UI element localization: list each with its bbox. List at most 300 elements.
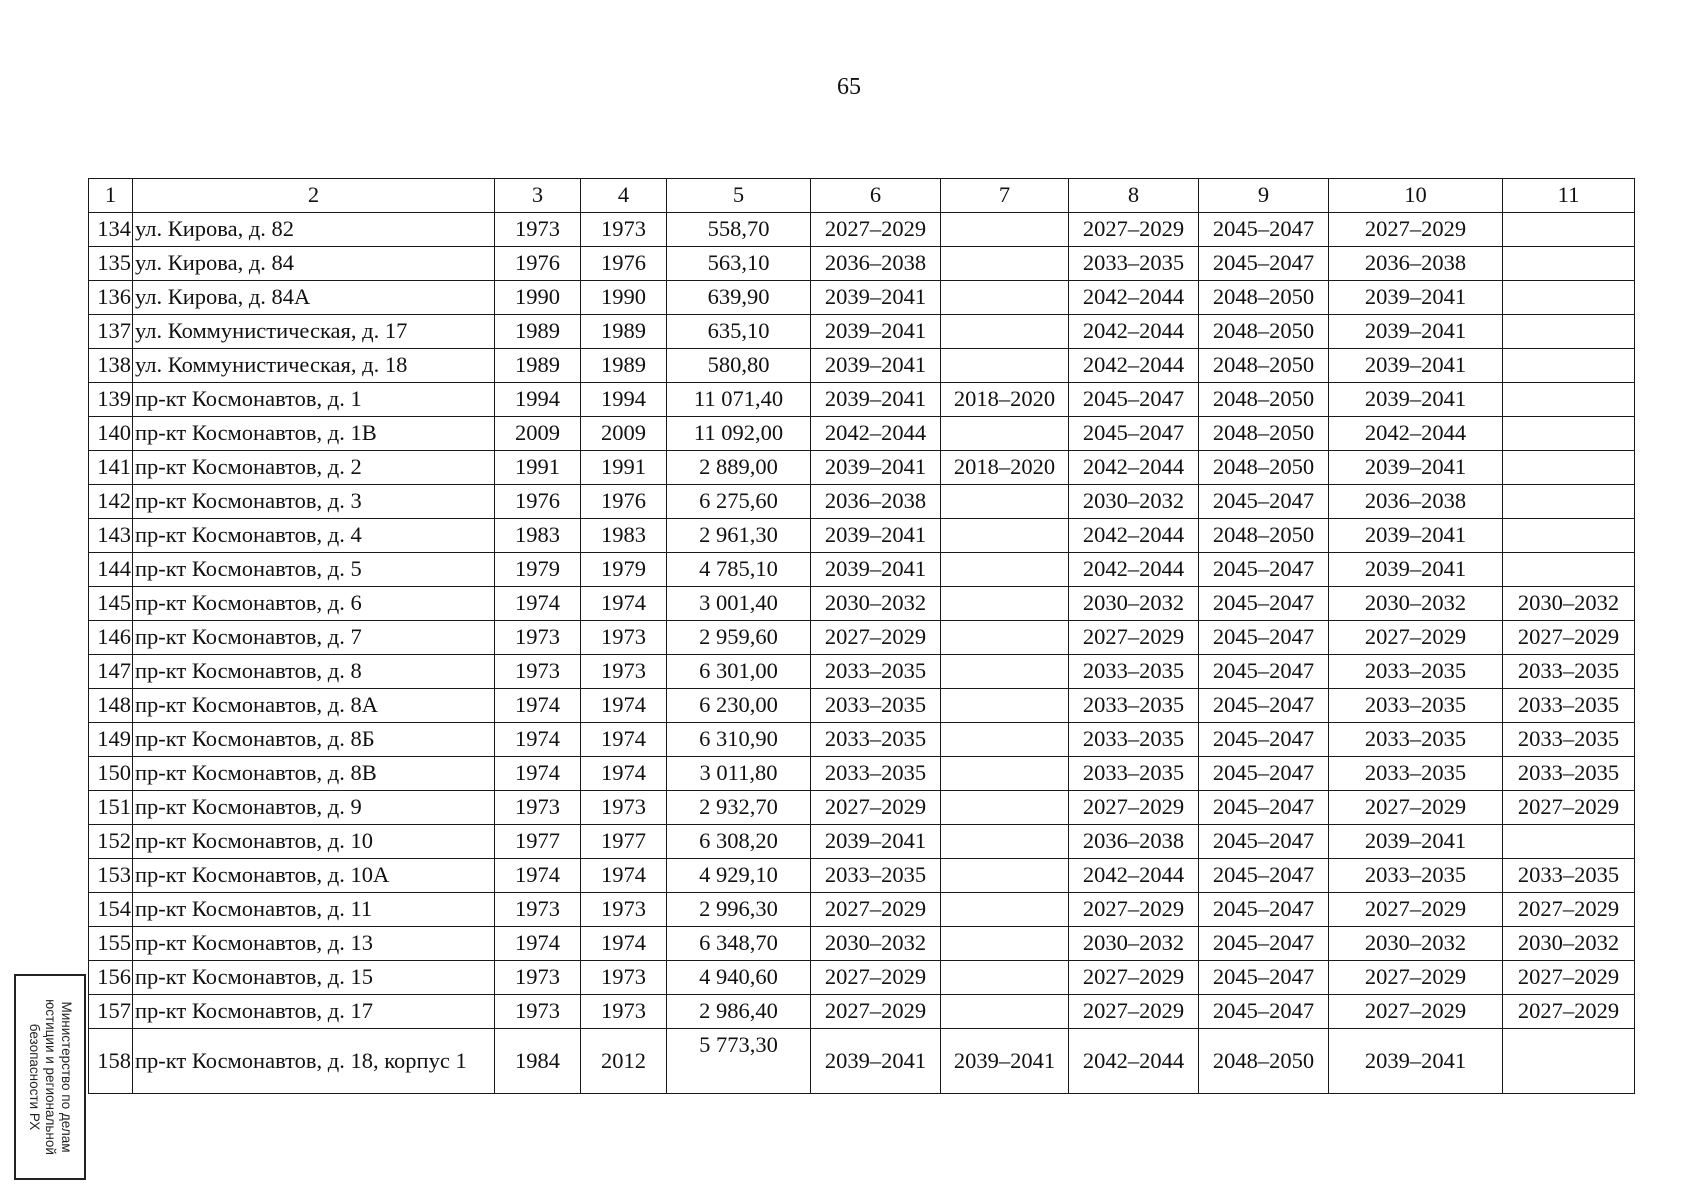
column-header-7: 7	[941, 179, 1069, 213]
year-cell: 1974	[495, 859, 581, 893]
period-cell: 2039–2041	[811, 553, 941, 587]
period-cell: 2042–2044	[1069, 519, 1199, 553]
area-cell: 563,10	[667, 247, 811, 281]
period-cell: 2039–2041	[1329, 825, 1503, 859]
area-cell: 558,70	[667, 213, 811, 247]
period-cell: 2045–2047	[1199, 791, 1329, 825]
period-cell: 2039–2041	[1329, 281, 1503, 315]
period-cell: 2048–2050	[1199, 383, 1329, 417]
period-cell: 2027–2029	[811, 995, 941, 1029]
table-row	[89, 587, 1635, 621]
period-cell: 2033–2035	[811, 757, 941, 791]
table-row	[89, 417, 1635, 451]
stamp-line: безопасности РХ	[27, 1023, 42, 1131]
period-cell: 2039–2041	[1329, 315, 1503, 349]
period-cell	[941, 893, 1069, 927]
period-cell: 2027–2029	[1069, 995, 1199, 1029]
period-cell: 2027–2029	[1503, 621, 1635, 655]
period-cell: 2039–2041	[811, 519, 941, 553]
year-cell: 1991	[495, 451, 581, 485]
year-cell: 1974	[495, 587, 581, 621]
period-cell: 2042–2044	[811, 417, 941, 451]
period-cell: 2045–2047	[1199, 553, 1329, 587]
period-cell: 2033–2035	[1069, 247, 1199, 281]
period-cell: 2039–2041	[811, 383, 941, 417]
period-cell: 2027–2029	[1069, 213, 1199, 247]
period-cell: 2048–2050	[1199, 451, 1329, 485]
year-cell: 1973	[581, 213, 667, 247]
year-cell: 1977	[495, 825, 581, 859]
area-cell: 580,80	[667, 349, 811, 383]
period-cell: 2039–2041	[941, 1029, 1069, 1094]
row-number-cell: 139	[89, 383, 133, 417]
period-cell: 2018–2020	[941, 383, 1069, 417]
table-row	[89, 723, 1635, 757]
period-cell	[941, 247, 1069, 281]
period-cell: 2039–2041	[1329, 349, 1503, 383]
table-row	[89, 1029, 1635, 1094]
table-row	[89, 553, 1635, 587]
period-cell: 2030–2032	[1069, 485, 1199, 519]
period-cell	[1503, 1029, 1635, 1094]
area-cell: 635,10	[667, 315, 811, 349]
year-cell: 1977	[581, 825, 667, 859]
column-header-6: 6	[811, 179, 941, 213]
period-cell: 2045–2047	[1199, 485, 1329, 519]
period-cell	[1503, 247, 1635, 281]
year-cell: 1973	[495, 961, 581, 995]
area-cell: 6 301,00	[667, 655, 811, 689]
period-cell	[1503, 519, 1635, 553]
period-cell	[941, 655, 1069, 689]
year-cell: 1983	[495, 519, 581, 553]
address-cell: пр-кт Космонавтов, д. 5	[133, 553, 495, 587]
period-cell: 2030–2032	[1329, 927, 1503, 961]
period-cell: 2039–2041	[811, 825, 941, 859]
year-cell: 1974	[495, 927, 581, 961]
year-cell: 1994	[581, 383, 667, 417]
address-cell: пр-кт Космонавтов, д. 8А	[133, 689, 495, 723]
period-cell	[941, 553, 1069, 587]
address-cell: пр-кт Космонавтов, д. 10	[133, 825, 495, 859]
area-cell: 2 932,70	[667, 791, 811, 825]
row-number-cell: 138	[89, 349, 133, 383]
year-cell: 1979	[581, 553, 667, 587]
area-cell: 639,90	[667, 281, 811, 315]
address-cell: пр-кт Космонавтов, д. 18, корпус 1	[133, 1029, 495, 1094]
period-cell: 2033–2035	[811, 655, 941, 689]
year-cell: 1973	[495, 655, 581, 689]
year-cell: 1973	[495, 995, 581, 1029]
table-row	[89, 961, 1635, 995]
period-cell: 2027–2029	[1503, 893, 1635, 927]
area-cell: 6 310,90	[667, 723, 811, 757]
row-number-cell: 141	[89, 451, 133, 485]
period-cell: 2048–2050	[1199, 1029, 1329, 1094]
area-cell: 2 959,60	[667, 621, 811, 655]
year-cell: 1973	[495, 893, 581, 927]
period-cell: 2039–2041	[811, 1029, 941, 1094]
year-cell: 1976	[495, 485, 581, 519]
address-cell: пр-кт Космонавтов, д. 8В	[133, 757, 495, 791]
year-cell: 1974	[581, 689, 667, 723]
period-cell: 2027–2029	[811, 621, 941, 655]
address-cell: ул. Кирова, д. 84	[133, 247, 495, 281]
column-header-4: 4	[581, 179, 667, 213]
column-header-8: 8	[1069, 179, 1199, 213]
year-cell: 1974	[495, 757, 581, 791]
address-cell: пр-кт Космонавтов, д. 8	[133, 655, 495, 689]
address-cell: пр-кт Космонавтов, д. 7	[133, 621, 495, 655]
period-cell: 2027–2029	[1329, 791, 1503, 825]
period-cell	[1503, 553, 1635, 587]
stamp-line: Министерство по делам	[59, 1001, 74, 1153]
data-table	[88, 178, 1635, 1094]
year-cell: 1994	[495, 383, 581, 417]
year-cell: 1990	[495, 281, 581, 315]
address-cell: пр-кт Космонавтов, д. 8Б	[133, 723, 495, 757]
area-cell: 2 961,30	[667, 519, 811, 553]
period-cell: 2018–2020	[941, 451, 1069, 485]
period-cell	[941, 281, 1069, 315]
row-number-cell: 142	[89, 485, 133, 519]
address-cell: пр-кт Космонавтов, д. 15	[133, 961, 495, 995]
row-number-cell: 153	[89, 859, 133, 893]
period-cell: 2045–2047	[1199, 213, 1329, 247]
period-cell: 2033–2035	[1503, 655, 1635, 689]
row-number-cell: 149	[89, 723, 133, 757]
period-cell: 2033–2035	[1329, 859, 1503, 893]
table-row	[89, 825, 1635, 859]
area-cell: 4 785,10	[667, 553, 811, 587]
area-cell: 11 092,00	[667, 417, 811, 451]
row-number-cell: 144	[89, 553, 133, 587]
year-cell: 2009	[495, 417, 581, 451]
table-row	[89, 281, 1635, 315]
table-row	[89, 485, 1635, 519]
row-number-cell: 147	[89, 655, 133, 689]
area-cell: 3 011,80	[667, 757, 811, 791]
area-cell: 2 986,40	[667, 995, 811, 1029]
table-header-row	[89, 179, 1635, 213]
period-cell: 2039–2041	[1329, 519, 1503, 553]
table-row	[89, 451, 1635, 485]
row-number-cell: 155	[89, 927, 133, 961]
period-cell: 2042–2044	[1069, 859, 1199, 893]
period-cell: 2036–2038	[811, 247, 941, 281]
period-cell: 2033–2035	[1329, 757, 1503, 791]
year-cell: 1973	[495, 791, 581, 825]
year-cell: 1973	[581, 621, 667, 655]
period-cell	[941, 213, 1069, 247]
period-cell: 2027–2029	[1503, 961, 1635, 995]
period-cell: 2048–2050	[1199, 315, 1329, 349]
year-cell: 1973	[581, 995, 667, 1029]
year-cell: 1983	[581, 519, 667, 553]
period-cell: 2030–2032	[1069, 927, 1199, 961]
year-cell: 1984	[495, 1029, 581, 1094]
period-cell: 2045–2047	[1199, 927, 1329, 961]
table-row	[89, 757, 1635, 791]
row-number-cell: 150	[89, 757, 133, 791]
year-cell: 1990	[581, 281, 667, 315]
year-cell: 1974	[581, 927, 667, 961]
period-cell: 2033–2035	[1069, 723, 1199, 757]
year-cell: 1989	[495, 349, 581, 383]
period-cell	[941, 859, 1069, 893]
period-cell	[941, 587, 1069, 621]
period-cell: 2033–2035	[1329, 655, 1503, 689]
address-cell: пр-кт Космонавтов, д. 17	[133, 995, 495, 1029]
area-cell: 6 348,70	[667, 927, 811, 961]
period-cell: 2045–2047	[1199, 859, 1329, 893]
period-cell: 2033–2035	[811, 859, 941, 893]
period-cell	[941, 757, 1069, 791]
period-cell: 2045–2047	[1199, 825, 1329, 859]
year-cell: 1974	[581, 859, 667, 893]
column-header-2: 2	[133, 179, 495, 213]
table-row	[89, 621, 1635, 655]
period-cell: 2027–2029	[1329, 961, 1503, 995]
table-row	[89, 995, 1635, 1029]
row-number-cell: 158	[89, 1029, 133, 1094]
table-row	[89, 315, 1635, 349]
period-cell	[941, 825, 1069, 859]
period-cell	[941, 485, 1069, 519]
column-header-11: 11	[1503, 179, 1635, 213]
column-header-5: 5	[667, 179, 811, 213]
period-cell: 2030–2032	[1329, 587, 1503, 621]
period-cell: 2042–2044	[1069, 281, 1199, 315]
period-cell: 2027–2029	[1503, 791, 1635, 825]
period-cell: 2045–2047	[1199, 587, 1329, 621]
period-cell: 2033–2035	[1329, 723, 1503, 757]
period-cell	[941, 791, 1069, 825]
table-row	[89, 349, 1635, 383]
year-cell: 2012	[581, 1029, 667, 1094]
period-cell: 2027–2029	[811, 213, 941, 247]
table-row	[89, 655, 1635, 689]
period-cell: 2027–2029	[1069, 791, 1199, 825]
period-cell	[941, 689, 1069, 723]
period-cell: 2039–2041	[811, 281, 941, 315]
table-row	[89, 791, 1635, 825]
row-number-cell: 136	[89, 281, 133, 315]
row-number-cell: 140	[89, 417, 133, 451]
address-cell: пр-кт Космонавтов, д. 2	[133, 451, 495, 485]
period-cell: 2045–2047	[1199, 655, 1329, 689]
period-cell: 2045–2047	[1199, 723, 1329, 757]
year-cell: 1989	[495, 315, 581, 349]
address-cell: пр-кт Космонавтов, д. 3	[133, 485, 495, 519]
year-cell: 1974	[581, 723, 667, 757]
row-number-cell: 156	[89, 961, 133, 995]
period-cell: 2030–2032	[811, 587, 941, 621]
period-cell: 2048–2050	[1199, 417, 1329, 451]
area-cell: 4 940,60	[667, 961, 811, 995]
year-cell: 1973	[581, 655, 667, 689]
address-cell: ул. Коммунистическая, д. 17	[133, 315, 495, 349]
year-cell: 1973	[581, 791, 667, 825]
period-cell: 2045–2047	[1199, 995, 1329, 1029]
period-cell: 2033–2035	[1069, 689, 1199, 723]
year-cell: 1974	[495, 723, 581, 757]
period-cell: 2039–2041	[811, 315, 941, 349]
period-cell: 2045–2047	[1069, 383, 1199, 417]
period-cell: 2027–2029	[1329, 213, 1503, 247]
period-cell: 2030–2032	[1069, 587, 1199, 621]
period-cell: 2048–2050	[1199, 349, 1329, 383]
row-number-cell: 143	[89, 519, 133, 553]
row-number-cell: 157	[89, 995, 133, 1029]
period-cell: 2027–2029	[1069, 893, 1199, 927]
period-cell: 2027–2029	[1503, 995, 1635, 1029]
year-cell: 1979	[495, 553, 581, 587]
period-cell: 2030–2032	[1503, 587, 1635, 621]
period-cell	[1503, 383, 1635, 417]
table-row	[89, 893, 1635, 927]
period-cell: 2036–2038	[1329, 485, 1503, 519]
row-number-cell: 135	[89, 247, 133, 281]
period-cell: 2045–2047	[1199, 247, 1329, 281]
period-cell: 2045–2047	[1069, 417, 1199, 451]
year-cell: 1973	[581, 893, 667, 927]
table-row	[89, 689, 1635, 723]
period-cell: 2027–2029	[1069, 621, 1199, 655]
period-cell	[941, 621, 1069, 655]
year-cell: 1976	[581, 247, 667, 281]
table-row	[89, 859, 1635, 893]
year-cell: 1974	[581, 587, 667, 621]
address-cell: пр-кт Космонавтов, д. 10А	[133, 859, 495, 893]
column-header-10: 10	[1329, 179, 1503, 213]
period-cell: 2045–2047	[1199, 757, 1329, 791]
period-cell: 2042–2044	[1069, 349, 1199, 383]
period-cell: 2039–2041	[811, 451, 941, 485]
ministry-stamp	[14, 974, 86, 1180]
period-cell	[941, 723, 1069, 757]
area-cell: 4 929,10	[667, 859, 811, 893]
period-cell	[941, 315, 1069, 349]
address-cell: пр-кт Космонавтов, д. 13	[133, 927, 495, 961]
period-cell: 2027–2029	[1329, 893, 1503, 927]
period-cell	[1503, 825, 1635, 859]
period-cell: 2039–2041	[1329, 553, 1503, 587]
period-cell	[1503, 417, 1635, 451]
period-cell: 2036–2038	[1069, 825, 1199, 859]
area-cell: 2 889,00	[667, 451, 811, 485]
period-cell: 2030–2032	[1503, 927, 1635, 961]
page-number: 65	[837, 74, 861, 100]
address-cell: пр-кт Космонавтов, д. 9	[133, 791, 495, 825]
row-number-cell: 145	[89, 587, 133, 621]
period-cell: 2033–2035	[811, 689, 941, 723]
address-cell: пр-кт Космонавтов, д. 4	[133, 519, 495, 553]
period-cell	[941, 995, 1069, 1029]
period-cell: 2039–2041	[1329, 451, 1503, 485]
period-cell: 2042–2044	[1069, 315, 1199, 349]
year-cell: 1989	[581, 315, 667, 349]
area-cell: 2 996,30	[667, 893, 811, 927]
period-cell: 2030–2032	[811, 927, 941, 961]
row-number-cell: 137	[89, 315, 133, 349]
period-cell	[941, 961, 1069, 995]
row-number-cell: 152	[89, 825, 133, 859]
row-number-cell: 146	[89, 621, 133, 655]
period-cell	[1503, 281, 1635, 315]
period-cell: 2033–2035	[1503, 689, 1635, 723]
year-cell: 1973	[495, 213, 581, 247]
year-cell: 1973	[581, 961, 667, 995]
column-header-9: 9	[1199, 179, 1329, 213]
area-cell: 11 071,40	[667, 383, 811, 417]
period-cell: 2033–2035	[1069, 655, 1199, 689]
address-cell: пр-кт Космонавтов, д. 11	[133, 893, 495, 927]
table-row	[89, 383, 1635, 417]
period-cell: 2042–2044	[1069, 451, 1199, 485]
area-cell: 6 230,00	[667, 689, 811, 723]
period-cell: 2045–2047	[1199, 961, 1329, 995]
period-cell: 2036–2038	[1329, 247, 1503, 281]
row-number-cell: 134	[89, 213, 133, 247]
period-cell	[941, 927, 1069, 961]
address-cell: ул. Коммунистическая, д. 18	[133, 349, 495, 383]
period-cell: 2033–2035	[1503, 723, 1635, 757]
period-cell	[1503, 349, 1635, 383]
address-cell: ул. Кирова, д. 82	[133, 213, 495, 247]
address-cell: пр-кт Космонавтов, д. 1В	[133, 417, 495, 451]
period-cell	[941, 349, 1069, 383]
period-cell: 2027–2029	[1329, 995, 1503, 1029]
period-cell: 2042–2044	[1329, 417, 1503, 451]
year-cell: 1973	[495, 621, 581, 655]
period-cell	[1503, 485, 1635, 519]
row-number-cell: 148	[89, 689, 133, 723]
period-cell: 2027–2029	[811, 961, 941, 995]
area-cell: 6 308,20	[667, 825, 811, 859]
period-cell	[1503, 451, 1635, 485]
period-cell: 2033–2035	[1329, 689, 1503, 723]
period-cell: 2033–2035	[1503, 757, 1635, 791]
row-number-cell: 151	[89, 791, 133, 825]
period-cell	[1503, 315, 1635, 349]
year-cell: 1989	[581, 349, 667, 383]
period-cell: 2048–2050	[1199, 519, 1329, 553]
period-cell: 2039–2041	[1329, 383, 1503, 417]
period-cell: 2033–2035	[1069, 757, 1199, 791]
period-cell: 2045–2047	[1199, 893, 1329, 927]
period-cell: 2039–2041	[811, 349, 941, 383]
year-cell: 1974	[581, 757, 667, 791]
year-cell: 2009	[581, 417, 667, 451]
stamp-line: юстиции и региональной	[43, 999, 58, 1155]
period-cell	[941, 519, 1069, 553]
table-row	[89, 927, 1635, 961]
period-cell: 2042–2044	[1069, 553, 1199, 587]
period-cell: 2027–2029	[1069, 961, 1199, 995]
table-row	[89, 519, 1635, 553]
period-cell: 2033–2035	[1503, 859, 1635, 893]
year-cell: 1974	[495, 689, 581, 723]
period-cell: 2042–2044	[1069, 1029, 1199, 1094]
table-row	[89, 247, 1635, 281]
period-cell	[941, 417, 1069, 451]
period-cell	[1503, 213, 1635, 247]
year-cell: 1976	[495, 247, 581, 281]
row-number-cell: 154	[89, 893, 133, 927]
table-row	[89, 213, 1635, 247]
year-cell: 1991	[581, 451, 667, 485]
